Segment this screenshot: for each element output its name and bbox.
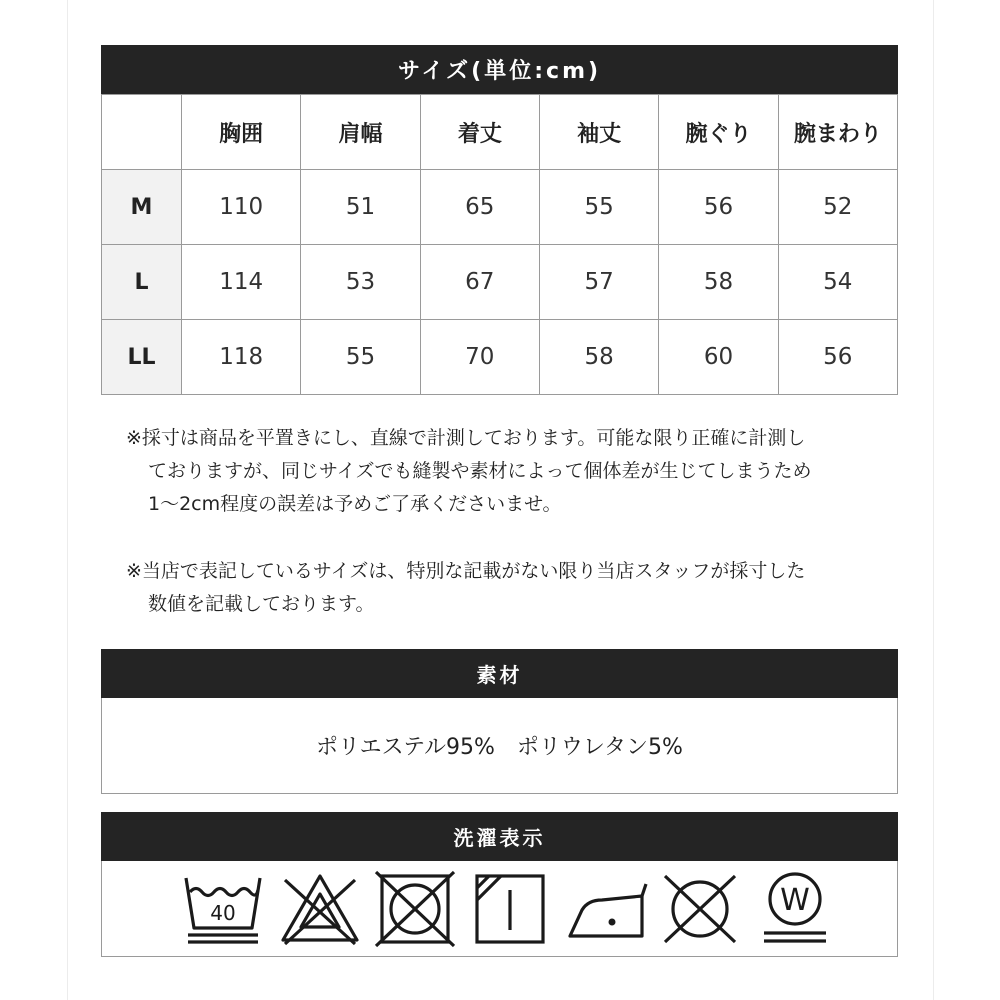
- note-line: 数値を記載しております。: [148, 593, 375, 615]
- size-section: [101, 45, 898, 395]
- column-header: 胸囲: [182, 95, 301, 170]
- wet-clean-letter: W: [780, 883, 810, 918]
- page-edge-left: [67, 0, 68, 1000]
- table-cell: 52: [778, 170, 897, 245]
- size-section-title: サイズ(単位:cm): [101, 45, 898, 94]
- table-cell: 53: [301, 245, 420, 320]
- size-table-header-row: [102, 95, 898, 170]
- measurement-note: [126, 422, 886, 521]
- column-header: 肩幅: [301, 95, 420, 170]
- row-label: M: [102, 170, 182, 245]
- care-symbols-row: [101, 861, 898, 957]
- table-cell: 67: [420, 245, 539, 320]
- no-tumble-dry-icon: [372, 870, 458, 948]
- table-cell: 55: [301, 320, 420, 395]
- table-cell: 110: [182, 170, 301, 245]
- table-cell: 55: [539, 170, 658, 245]
- table-cell: 70: [420, 320, 539, 395]
- note-line: ※採寸は商品を平置きにし、直線で計測しております。可能な限り正確に計測し: [126, 427, 806, 449]
- table-cell: 51: [301, 170, 420, 245]
- table-cell: 57: [539, 245, 658, 320]
- table-cell: 54: [778, 245, 897, 320]
- table-cell: 56: [778, 320, 897, 395]
- page-edge-right: [933, 0, 934, 1000]
- note-line: 1～2cm程度の誤差は予めご了承くださいませ。: [148, 493, 562, 515]
- laundry-section: [101, 812, 898, 957]
- material-text: ポリエステル95% ポリウレタン5%: [101, 698, 898, 794]
- row-label: L: [102, 245, 182, 320]
- table-cell: 114: [182, 245, 301, 320]
- table-row: [102, 245, 898, 320]
- column-header: 袖丈: [539, 95, 658, 170]
- table-row: [102, 170, 898, 245]
- table-cell: 118: [182, 320, 301, 395]
- no-bleach-icon: [277, 870, 363, 948]
- table-cell: 65: [420, 170, 539, 245]
- table-row: [102, 320, 898, 395]
- column-header: 腕ぐり: [659, 95, 778, 170]
- table-cell: 58: [659, 245, 778, 320]
- material-section: [101, 649, 898, 794]
- note-line: ておりますが、同じサイズでも縫製や素材によって個体差が生じてしまうため: [148, 460, 812, 482]
- line-dry-shade-icon: [467, 870, 553, 948]
- table-cell: 56: [659, 170, 778, 245]
- row-label: LL: [102, 320, 182, 395]
- size-table-corner: [102, 95, 182, 170]
- table-cell: 58: [539, 320, 658, 395]
- table-cell: 60: [659, 320, 778, 395]
- washtub-40-gentle-icon: [180, 870, 266, 948]
- size-table: [101, 94, 898, 395]
- column-header: 腕まわり: [778, 95, 897, 170]
- column-header: 着丈: [420, 95, 539, 170]
- iron-low-icon: [562, 870, 648, 948]
- laundry-section-title: 洗濯表示: [101, 812, 898, 861]
- note-line: ※当店で表記しているサイズは、特別な記載がない限り当店スタッフが採寸した: [126, 560, 806, 582]
- material-section-title: 素材: [101, 649, 898, 698]
- size-label-note: [126, 555, 886, 621]
- wash-temperature: 40: [210, 901, 236, 925]
- no-dry-clean-icon: [657, 870, 743, 948]
- wet-clean-gentle-icon: [752, 870, 838, 948]
